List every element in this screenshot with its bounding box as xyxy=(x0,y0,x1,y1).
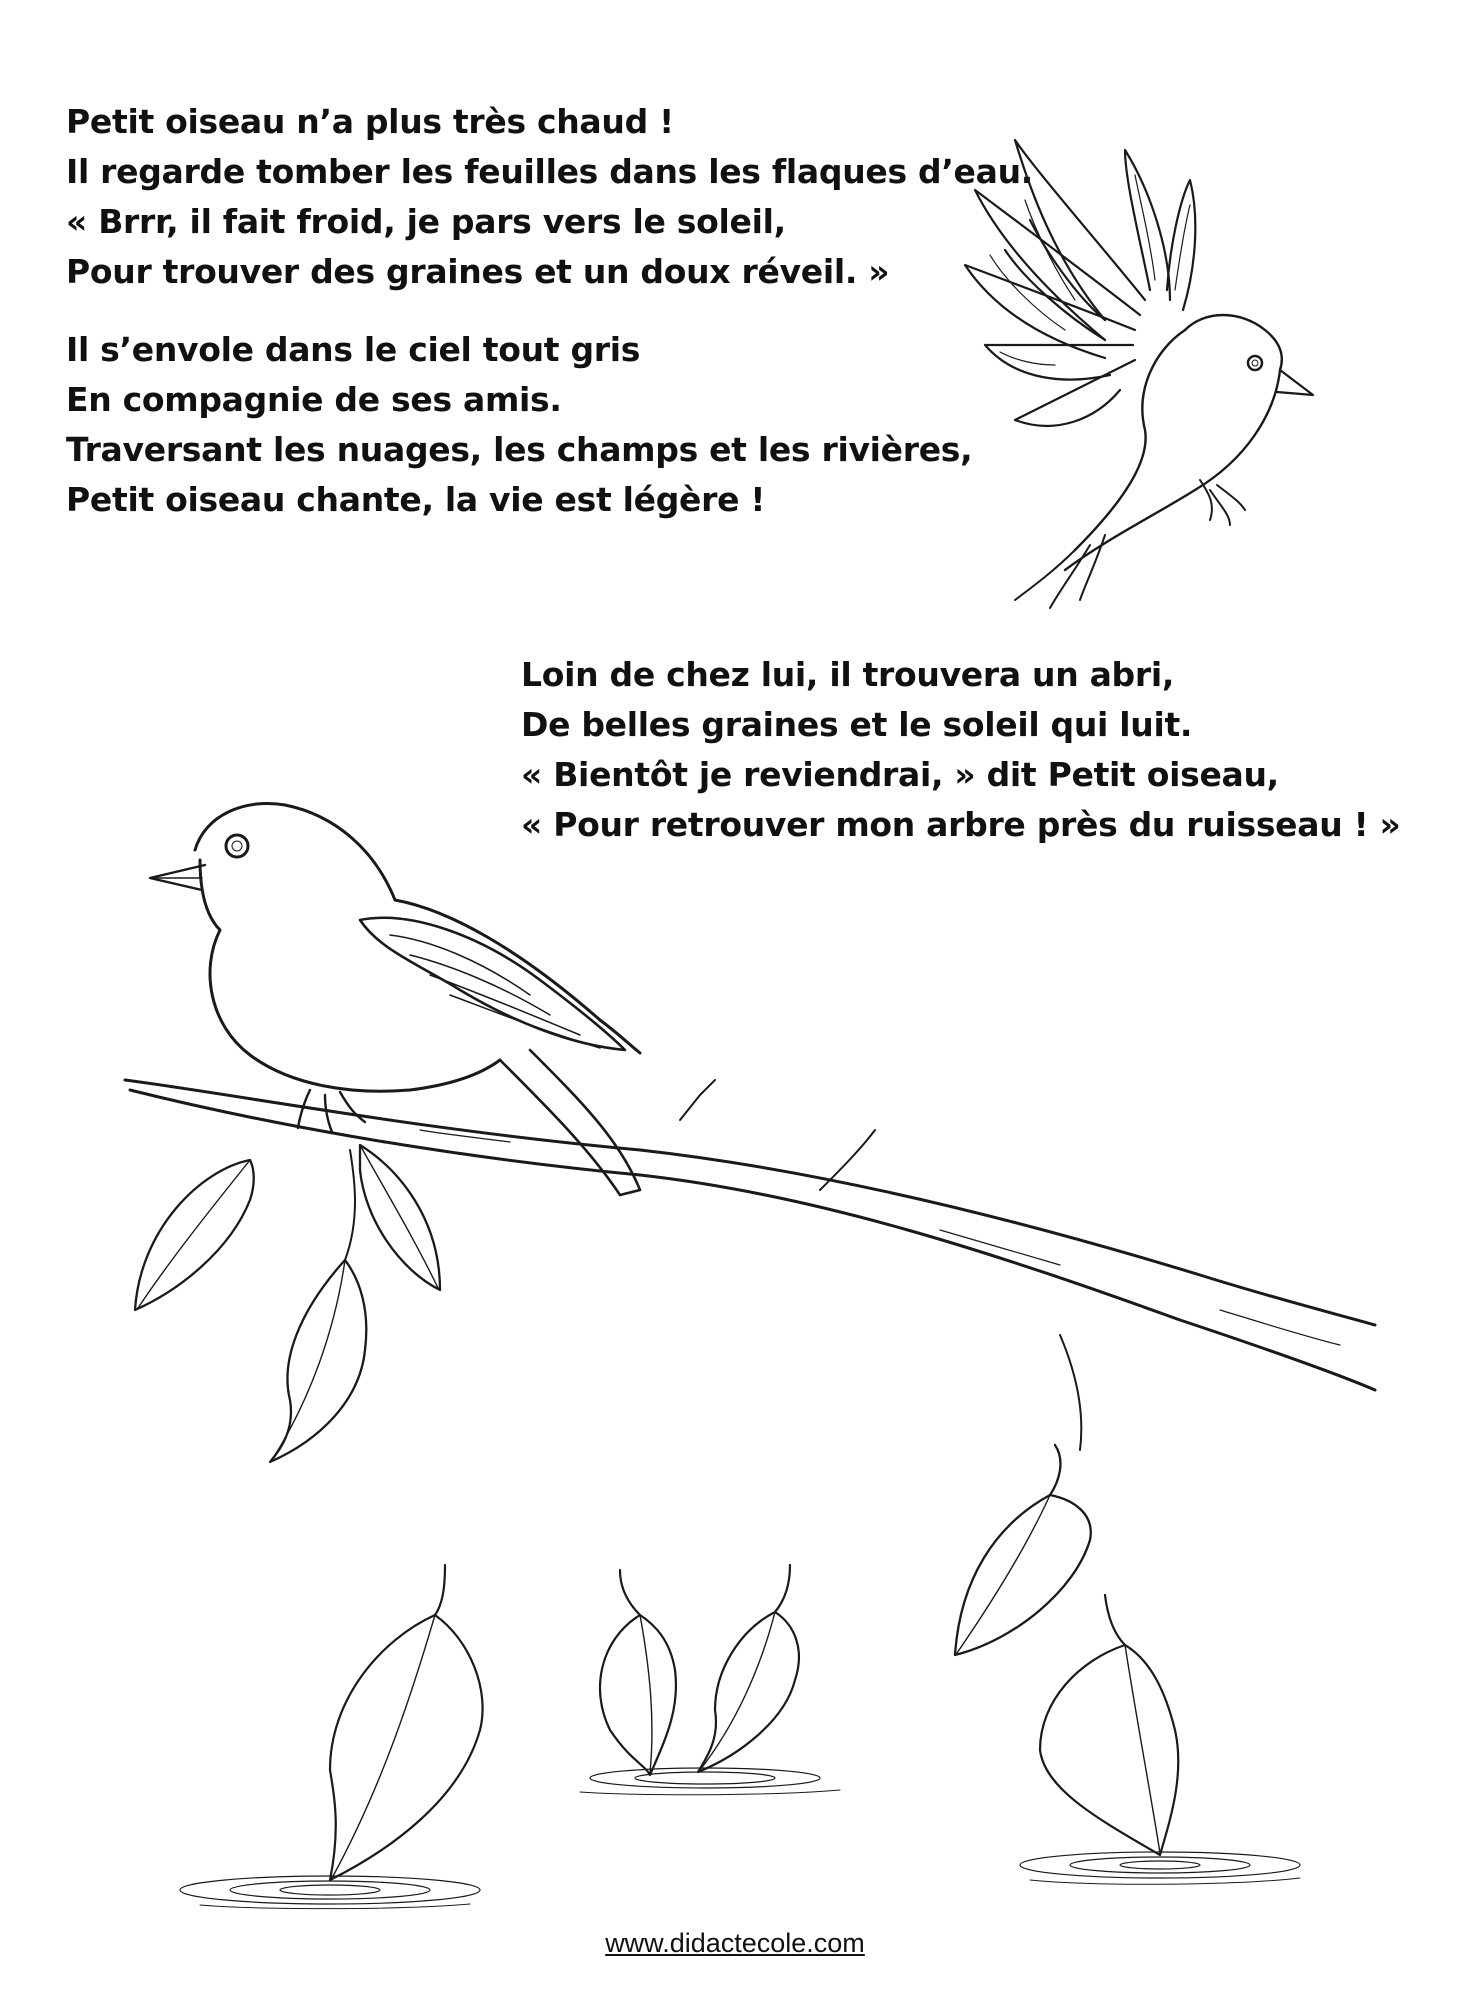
perched-bird-on-branch-icon xyxy=(120,750,1390,1470)
stanza-2 xyxy=(66,325,972,525)
falling-leaves-in-puddles-icon xyxy=(160,1560,1360,1920)
flying-bird-icon xyxy=(955,130,1335,610)
poem-line: En compagnie de ses amis. xyxy=(66,380,562,419)
poem-line: Traversant les nuages, les champs et les rivières, xyxy=(66,430,973,469)
poem-line: Loin de chez lui, il trouvera un abri, xyxy=(521,655,1175,694)
poem-line: « Bientôt je reviendrai, » dit Petit oiseau, xyxy=(521,755,1279,794)
poem-line: Il s’envole dans le ciel tout gris xyxy=(66,330,641,369)
poem-line: « Pour retrouver mon arbre près du ruisseau ! » xyxy=(521,805,1401,844)
poem-line: Pour trouver des graines et un doux réveil. » xyxy=(66,252,890,291)
poem-line: Petit oiseau n’a plus très chaud ! xyxy=(66,102,674,141)
poem-line: De belles graines et le soleil qui luit. xyxy=(521,705,1193,744)
poem-line: « Brrr, il fait froid, je pars vers le soleil, xyxy=(66,202,786,241)
footer-website-link[interactable]: www.didactecole.com xyxy=(605,1928,865,1958)
stanza-1 xyxy=(66,97,1033,297)
poem-line: Petit oiseau chante, la vie est légère ! xyxy=(66,480,766,519)
poem-line: Il regarde tomber les feuilles dans les flaques d’eau. xyxy=(66,152,1034,191)
